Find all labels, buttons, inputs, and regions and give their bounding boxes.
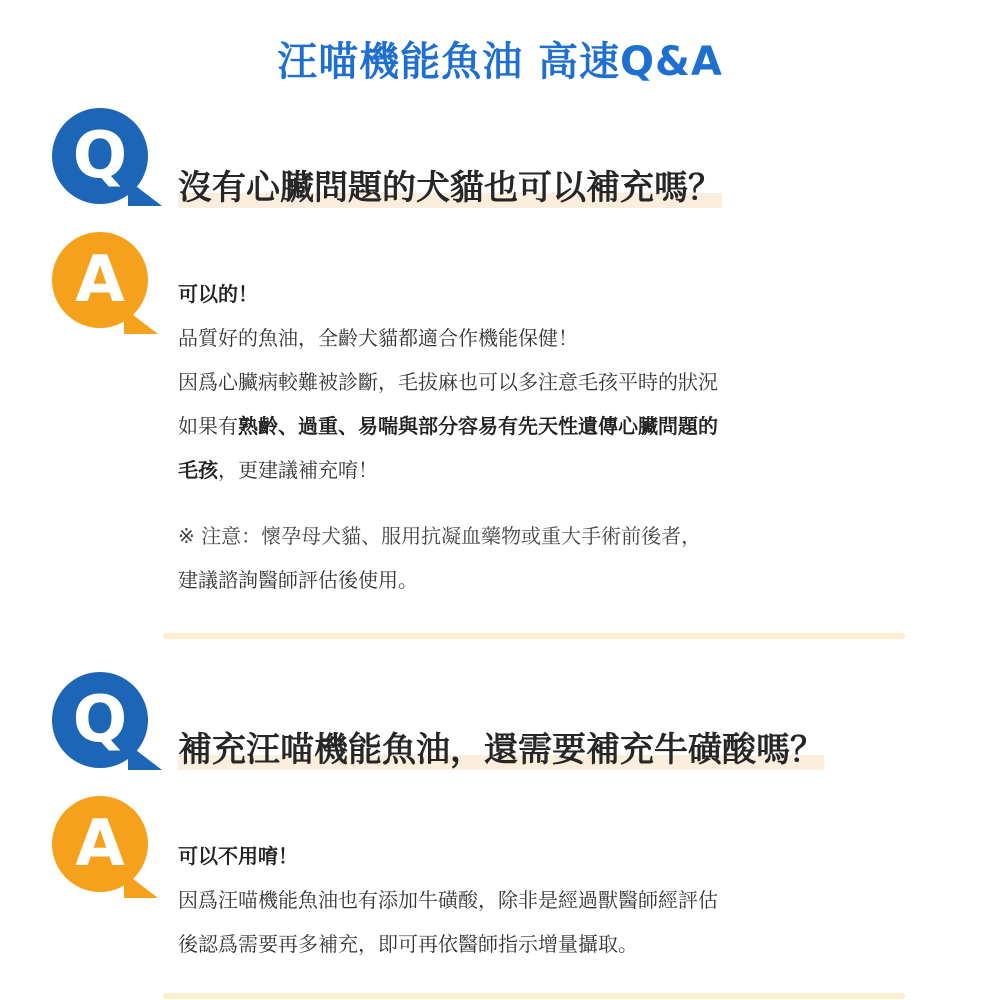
question-badge-letter: Q [72, 119, 128, 193]
answer-badge-icon [52, 232, 148, 328]
answer-2-line-1: 因爲汪喵機能魚油也有添加牛磺酸，除非是經過獸醫師經評估 [178, 888, 718, 912]
answer-1-line-1: 品質好的魚油，全齡犬貓都適合作機能保健！ [178, 326, 578, 350]
page-title: 汪喵機能魚油 高速Q&A [277, 39, 723, 85]
answer-1-line-3 [178, 404, 978, 448]
answer-2-line-2: 後認爲需要再多補充，即可再依醫師指示增量攝取。 [178, 932, 638, 956]
answer-1-line-3-bold: 熟齡、過重、易喘與部分容易有先天性遺傳心臟問題的 [238, 414, 718, 438]
question-badge-letter: Q [72, 683, 128, 757]
question-badge-icon [52, 672, 148, 768]
section-divider [163, 993, 905, 999]
answer-1 [178, 272, 978, 602]
answer-badge-icon [52, 796, 148, 892]
answer-1-lead: 可以的！ [178, 282, 258, 306]
answer-1-line-2: 因爲心臟病較難被診斷，毛拔麻也可以多注意毛孩平時的狀況 [178, 370, 718, 394]
question-1-text: 沒有心臟問題的犬貓也可以補充嗎？ [178, 168, 722, 208]
question-2 [178, 722, 824, 771]
answer-badge-letter: A [75, 807, 125, 881]
answer-1-note-1: ※ 注意：懷孕母犬貓、服用抗凝血藥物或重大手術前後者， [178, 524, 702, 548]
question-2-text: 補充汪喵機能魚油，還需要補充牛磺酸嗎？ [178, 730, 824, 770]
answer-1-line-4-bold: 毛孩 [178, 458, 218, 482]
question-1 [178, 160, 722, 209]
section-divider [163, 633, 905, 639]
answer-1-line-3-pre: 如果有 [178, 414, 238, 438]
question-badge-icon [52, 108, 148, 204]
answer-badge-letter: A [75, 243, 125, 317]
answer-1-note-2: 建議諮詢醫師評估後使用。 [178, 568, 418, 592]
answer-2 [178, 834, 978, 966]
answer-1-line-4 [178, 448, 978, 492]
answer-1-line-4-post: ，更建議補充唷！ [218, 458, 378, 482]
answer-2-lead: 可以不用唷！ [178, 844, 298, 868]
